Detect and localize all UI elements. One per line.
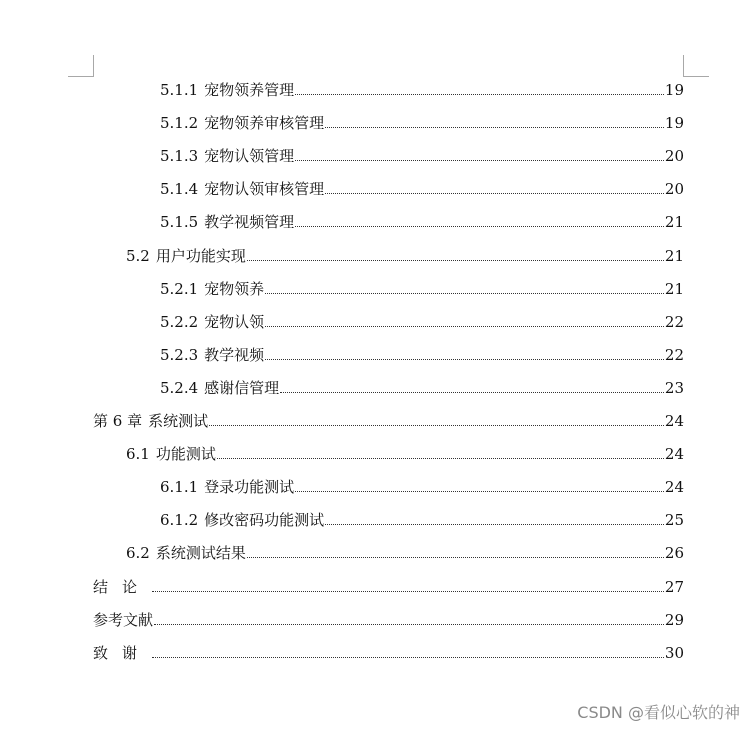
toc-dot-leader [209,425,664,426]
toc-entry-title: 宠物领养管理 [204,81,295,99]
toc-entry[interactable] [126,538,684,568]
toc-entry-number: 第 6 章 [93,412,143,430]
toc-entry[interactable] [160,274,684,304]
toc-page-number: 21 [664,246,684,265]
toc-entry[interactable] [160,307,684,337]
toc-page-number: 25 [664,511,684,530]
toc-page-number: 19 [664,114,684,133]
toc-dot-leader [295,226,664,227]
toc-entry-number: 5.2.4 [160,378,199,397]
toc-entry-number: 6.1.1 [160,478,199,497]
toc-entry-title: 教学视频 [204,345,265,364]
toc-entry-number: 5.2.1 [160,279,199,298]
toc-page-number: 20 [664,147,684,166]
toc-page-number: 22 [664,312,684,331]
toc-entry-title: 结论 [93,577,152,596]
toc-page-number: 30 [664,643,684,662]
toc-entry-title: 宠物领养 [204,279,265,298]
toc-dot-leader [325,193,664,194]
toc-entry-number: 5.1.2 [160,114,199,133]
toc-entry-title: 系统测试结果 [155,544,246,563]
toc-entry-title: 感谢信管理 [204,378,280,397]
toc-entry-title: 修改密码功能测试 [204,511,325,530]
toc-entry-title: 宠物认领 [204,312,265,331]
toc-entry-title: 教学视频管理 [204,213,295,232]
toc-dot-leader [217,458,664,459]
toc-entry-title: 宠物领养审核管理 [204,114,325,133]
toc-entry-title: 系统测试 [148,412,209,430]
toc-entry[interactable] [160,108,684,138]
page-corner-mark-top-right [683,76,709,77]
toc-entry[interactable] [93,638,684,668]
toc-entry[interactable] [160,207,684,237]
toc-page-number: 22 [664,345,684,364]
toc-entry[interactable] [126,439,684,469]
toc-dot-leader [152,657,664,658]
toc-entry-number: 5.1.4 [160,180,199,199]
toc-entry[interactable] [93,406,684,436]
toc-entry-number: 5.1.1 [160,81,199,99]
toc-entry-number: 6.1 [126,445,150,464]
toc-page-number: 20 [664,180,684,199]
toc-dot-leader [154,624,664,625]
toc-entry-title: 宠物认领审核管理 [204,180,325,199]
toc-entry[interactable] [160,373,684,403]
toc-dot-leader [295,491,664,492]
page-corner-mark-top-left [68,76,94,77]
watermark: CSDN @看似心软的神 [577,703,740,722]
toc-dot-leader [265,326,664,327]
toc-dot-leader [295,94,664,95]
toc-entry-title: 用户功能实现 [155,246,246,265]
toc-entry[interactable] [160,141,684,171]
toc-dot-leader [247,557,664,558]
toc-dot-leader [280,392,664,393]
toc-entry-number: 5.2 [126,246,150,265]
toc-dot-leader [247,260,664,261]
page-corner-mark-top-right [683,55,684,77]
toc-entry-number: 6.1.2 [160,511,199,530]
toc-entry-title: 功能测试 [155,445,216,464]
toc-entry[interactable] [160,472,684,502]
toc-page-number: 24 [664,445,684,464]
toc-dot-leader [325,524,664,525]
toc-entry[interactable] [160,340,684,370]
toc-page-number: 21 [664,279,684,298]
toc-dot-leader [265,359,664,360]
toc-page-number: 27 [664,577,684,596]
toc-dot-leader [295,160,664,161]
toc-page-number: 24 [664,412,684,430]
toc-page-number: 19 [664,81,684,99]
toc-entry-number: 6.2 [126,544,150,563]
toc-entry-title: 致谢 [93,643,152,662]
toc-dot-leader [325,127,664,128]
toc-page-number: 29 [664,610,684,629]
toc-entry[interactable] [126,241,684,271]
toc-entry[interactable] [93,605,684,635]
toc-page-number: 23 [664,378,684,397]
toc-entry-number: 5.2.2 [160,312,199,331]
toc-entry-title: 参考文献 [93,610,154,629]
toc-entry-title: 登录功能测试 [204,478,295,497]
toc-entry-number: 5.1.5 [160,213,199,232]
toc-entry[interactable] [160,174,684,204]
toc-dot-leader [152,591,664,592]
toc-page-number: 26 [664,544,684,563]
toc-dot-leader [265,293,664,294]
toc-entry-title: 宠物认领管理 [204,147,295,166]
toc-entry-number: 5.1.3 [160,147,199,166]
page-corner-mark-top-left [93,55,94,77]
toc-entry[interactable] [160,505,684,535]
toc-entry[interactable] [160,75,684,105]
toc-entry[interactable] [93,572,684,602]
toc-page-number: 21 [664,213,684,232]
toc-page-number: 24 [664,478,684,497]
toc-entry-number: 5.2.3 [160,345,199,364]
